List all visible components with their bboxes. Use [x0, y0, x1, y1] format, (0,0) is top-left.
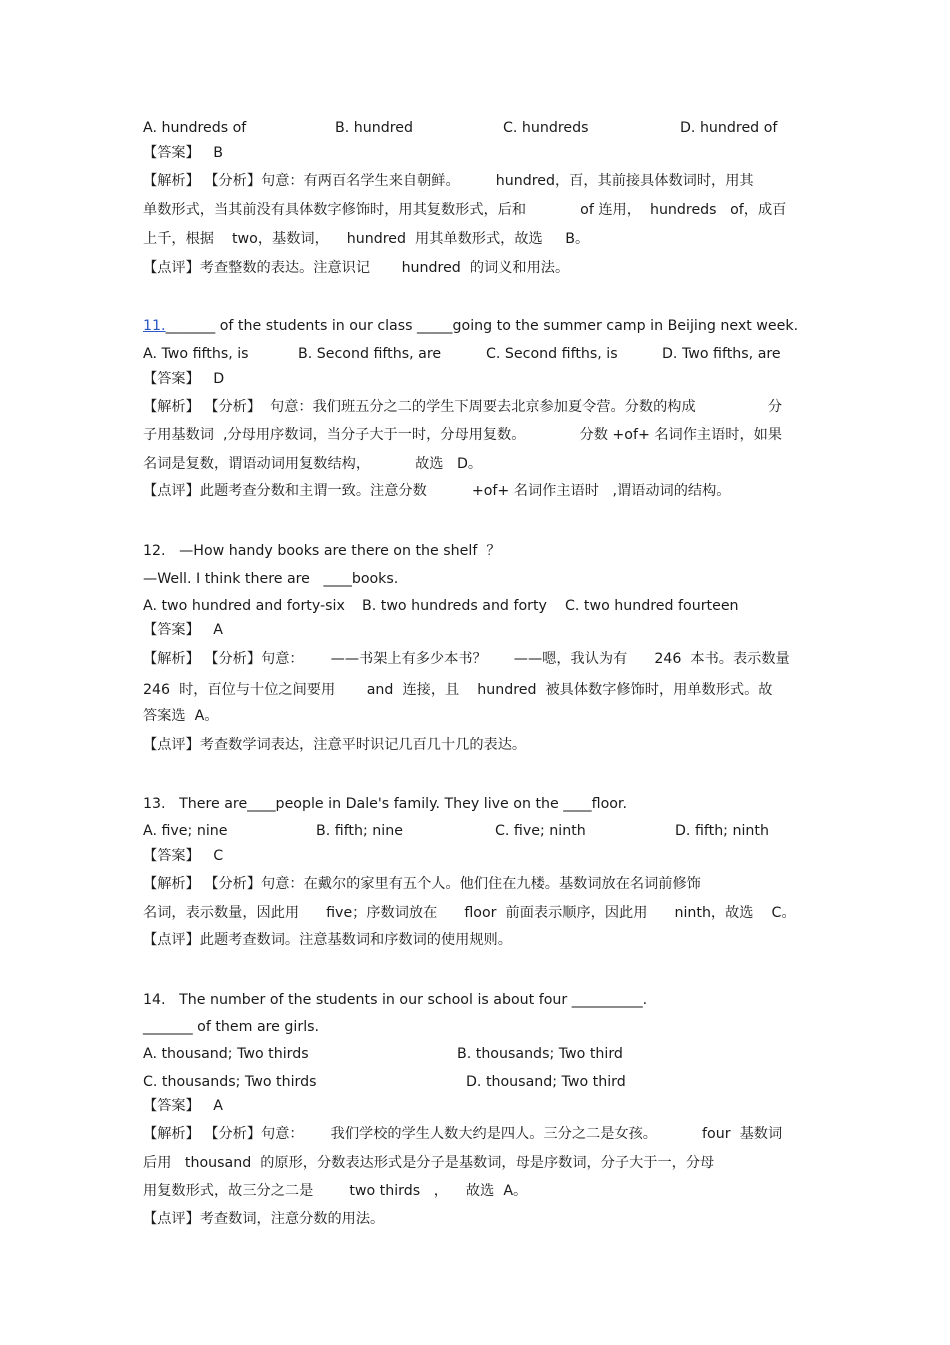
q14-option-a: A. thousand; Two thirds [143, 1046, 309, 1062]
q12-analysis-line: 246 时，百位与十位之间要用 and 连接，且 hundred 被具体数字修饰时，用单数形式。故 [143, 682, 773, 698]
q13-stem: 13. There are____people in Dale's family. They live on the ____floor. [143, 796, 627, 812]
q10-option-b: B. hundred [335, 120, 413, 136]
q10-analysis-line: 单数形式，当其前没有具体数字修饰时，用其复数形式，后和 of 连用， hundreds of，成百 [143, 202, 787, 218]
q13-option-d: D. fifth; ninth [675, 823, 769, 839]
q13-comment: 【点评】此题考查数词。注意基数词和序数词的使用规则。 [143, 932, 512, 948]
q10-option-d: D. hundred of [680, 120, 778, 136]
q11-option-d: D. Two fifths, are [662, 346, 781, 362]
q14-analysis-line: 【解析】 【分析】句意： 我们学校的学生人数大约是四人。三分之二是女孩。 four 基数词 [143, 1126, 783, 1142]
q14-stem-line: 14. The number of the students in our school is about four __________. [143, 992, 648, 1008]
q14-option-b: B. thousands; Two third [457, 1046, 623, 1062]
q10-comment: 【点评】考查整数的表达。注意识记 hundred 的词义和用法。 [143, 260, 570, 276]
q11-number: 11. [143, 318, 166, 334]
q14-analysis-line: 后用 thousand 的原形，分数表达形式是分子是基数词，母是序数词，分子大于一，分母 [143, 1155, 715, 1171]
q11-stem-text: _______ of the students in our class _____going to the summer camp in Beijing next week. [165, 318, 799, 334]
q11-analysis-line: 子用基数词 ,分母用序数词，当分子大于一时，分母用复数。 分数 +of+ 名词作主语时，如果 [143, 427, 783, 443]
q12-option-a: A. two hundred and forty-six [143, 598, 345, 614]
q10-option-a: A. hundreds of [143, 120, 247, 136]
q12-answer: 【答案】 A [143, 622, 223, 638]
q13-analysis-line: 名词，表示数量，因此用 five；序数词放在 floor 前面表示顺序，因此用 ninth，故选 C。 [143, 905, 796, 921]
q12-stem-line: —Well. I think there are ____books. [143, 571, 399, 587]
q12-comment: 【点评】考查数学词表达，注意平时识记几百几十几的表达。 [143, 737, 527, 753]
q14-option-c: C. thousands; Two thirds [143, 1074, 317, 1090]
q12-analysis-line: 【解析】 【分析】句意： ——书架上有多少本书？ ——嗯，我认为有 246 本书。表示数量 [143, 651, 790, 667]
q12-option-c: C. two hundred fourteen [565, 598, 739, 614]
q14-option-d: D. thousand; Two third [466, 1074, 626, 1090]
q13-analysis-line: 【解析】 【分析】句意：在戴尔的家里有五个人。他们住在九楼。基数词放在名词前修饰 [143, 876, 701, 892]
q14-analysis-line: 用复数形式，故三分之二是 two thirds ， 故选 A。 [143, 1183, 528, 1199]
q12-stem-line: 12. —How handy books are there on the shelf ？ [143, 543, 501, 559]
q12-analysis-line: 答案选 A。 [143, 708, 219, 724]
q11-option-c: C. Second fifths, is [486, 346, 618, 362]
q11-stem [143, 317, 798, 335]
q12-option-b: B. two hundreds and forty [362, 598, 547, 614]
q11-option-a: A. Two fifths, is [143, 346, 249, 362]
q11-comment: 【点评】此题考查分数和主谓一致。注意分数 +of+ 名词作主语时 ,谓语动词的结构。 [143, 483, 731, 499]
q13-option-b: B. fifth; nine [316, 823, 403, 839]
q14-comment: 【点评】考查数词，注意分数的用法。 [143, 1211, 385, 1227]
q13-option-c: C. five; ninth [495, 823, 586, 839]
q14-stem-line: _______ of them are girls. [143, 1019, 320, 1035]
q14-answer: 【答案】 A [143, 1098, 223, 1114]
q11-option-b: B. Second fifths, are [298, 346, 442, 362]
q11-answer: 【答案】 D [143, 371, 225, 387]
q13-option-a: A. five; nine [143, 823, 228, 839]
q13-answer: 【答案】 C [143, 848, 224, 864]
q10-analysis-line: 【解析】 【分析】句意：有两百名学生来自朝鲜。 hundred，百，其前接具体数词时，用其 [143, 173, 754, 189]
q11-analysis-line: 【解析】 【分析】 句意：我们班五分之二的学生下周要去北京参加夏令营。分数的构成 分 [143, 399, 783, 415]
q10-analysis-line: 上千，根据 two，基数词， hundred 用其单数形式，故选 B。 [143, 231, 590, 247]
q10-answer: 【答案】 B [143, 145, 224, 161]
q11-analysis-line: 名词是复数，谓语动词用复数结构， 故选 D。 [143, 456, 483, 472]
q10-option-c: C. hundreds [503, 120, 589, 136]
